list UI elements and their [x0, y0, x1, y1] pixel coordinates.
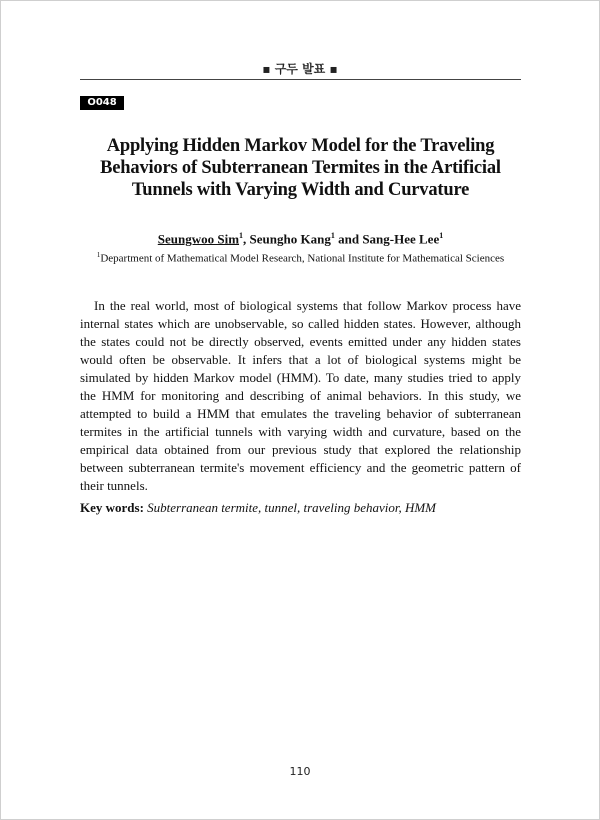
presentation-code-badge: O048 [80, 96, 124, 110]
author-affil-mark-1: 1 [239, 231, 244, 240]
author-separator-1: , [243, 231, 250, 247]
page-number: 110 [289, 765, 311, 778]
affiliation-mark: 1 [96, 251, 101, 259]
header-divider [80, 79, 521, 80]
affiliation-text: Department of Mathematical Model Research, National Institute for Mathematical Sciences [100, 252, 505, 265]
keywords-label: Key words: [80, 500, 144, 515]
author-name-1: Seungwoo Sim [157, 231, 240, 247]
section-header: ▪ 구두 발표 ▪ [262, 62, 338, 76]
keywords-list: Subterranean termite, tunnel, traveling behavior, HMM [147, 500, 437, 515]
paper-title: Applying Hidden Markov Model for the Traveling Behaviors of Subterranean Termites in the Artificial Tunnels with Varying Width and Curvature [100, 136, 501, 200]
abstract-body: In the real world, most of biological systems that follow Markov process have internal states which are unobservable, so called hidden states. However, although the states could not be directly observed, events emitted under any hidden states would often be observable. It infers that a lot of biological systems might be simulated by hidden Markov model (HMM). To date, many studies tried to apply the HMM for monitoring and describing of animal behaviors. In this study, we attempted to build a HMM that emulates the traveling behavior of subterranean termites in the artificial tunnels with varying width and curvature, based on the empirical data obtained from our previous study that explored the relationship between subterranean termite's movement efficiency and the geometric pattern of their tunnels. [80, 298, 521, 493]
author-separator-2: and [334, 231, 363, 247]
author-name-3: Sang-Hee Lee [362, 231, 440, 247]
author-affil-mark-3: 1 [439, 231, 444, 240]
author-list [80, 231, 521, 247]
affiliation [80, 251, 521, 265]
author-name-2: Seungho Kang [249, 231, 331, 247]
keywords-line [80, 500, 521, 516]
author-affil-mark-2: 1 [330, 231, 335, 240]
